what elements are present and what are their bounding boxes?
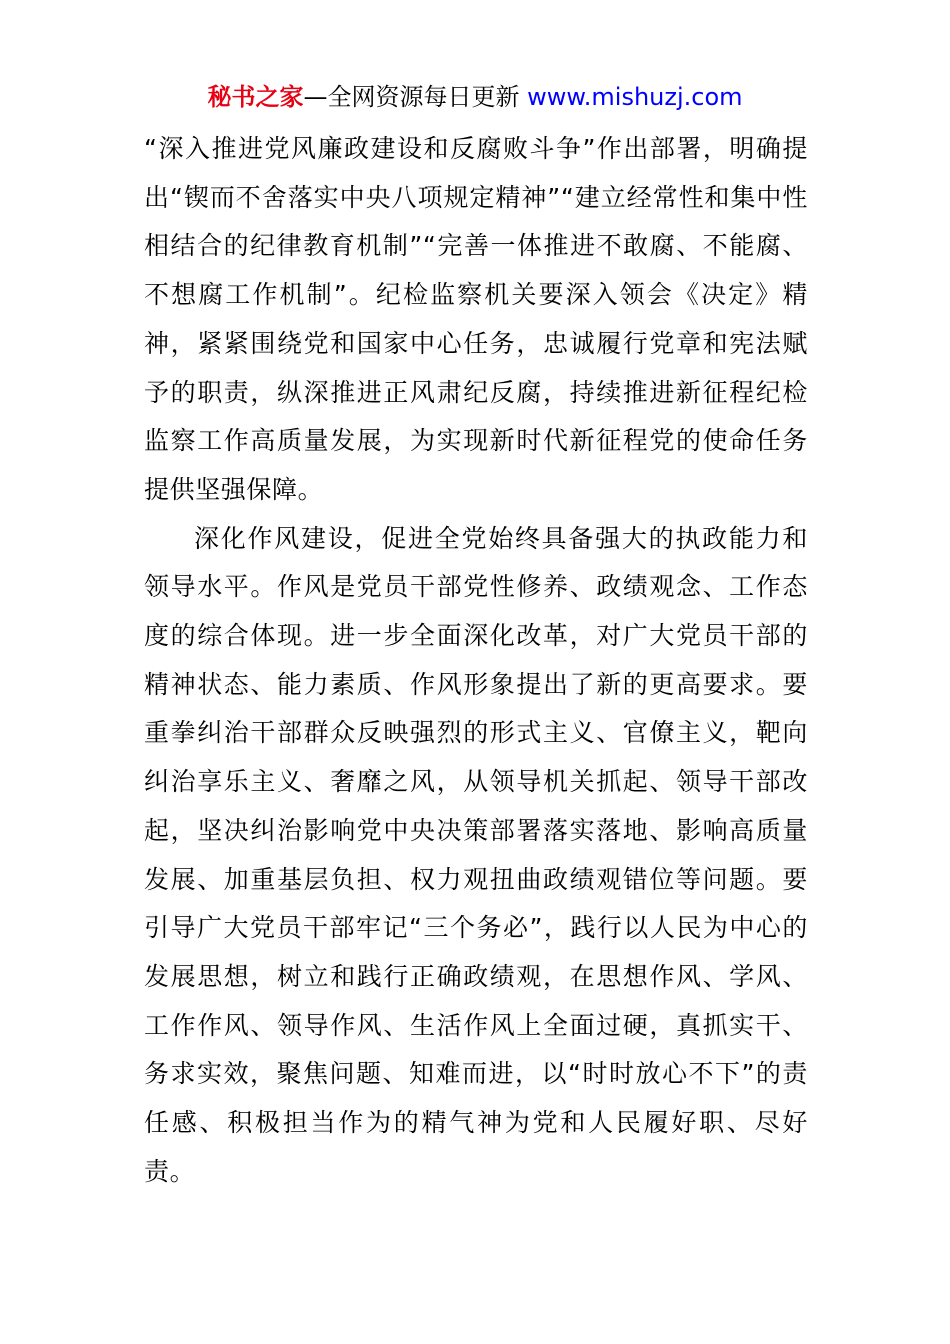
document-body (144, 125, 808, 1196)
header-url-link[interactable]: www.mishuzj.com (527, 83, 743, 111)
page-header (0, 80, 950, 114)
paragraph-2: 深化作风建设，促进全党始终具备强大的执政能力和领导水平。作风是党员干部党性修养、政绩观念、工作态度的综合体现。进一步全面深化改革，对广大党员干部的精神状态、能力素质、作风形象提出了新的更高要求。要重拳纠治干部群众反映强烈的形式主义、官僚主义，靶向纠治享乐主义、奢靡之风，从领导机关抓起、领导干部改起，坚决纠治影响党中央决策部署落实落地、影响高质量发展、加重基层负担、权力观扭曲政绩观错位等问题。要引导广大党员干部牢记“三个务必”，践行以人民为中心的发展思想，树立和践行正确政绩观，在思想作风、学风、工作作风、领导作风、生活作风上全面过硬，真抓实干、务求实效，聚焦问题、知难而进，以“时时放心不下”的责任感、积极担当作为的精气神为党和人民履好职、尽好责。 (144, 523, 808, 1186)
brand-name: 秘书之家 (207, 83, 304, 111)
header-tagline: —全网资源每日更新 (303, 83, 528, 111)
paragraph-1: “深入推进党风廉政建设和反腐败斗争”作出部署，明确提出“锲而不舍落实中央八项规定精神”“建立经常性和集中性相结合的纪律教育机制”“完善一体推进不敢腐、不能腐、不想腐工作机制”。纪检监察机关要深入领会《决定》精神，紧紧围绕党和国家中心任务，忠诚履行党章和宪法赋予的职责，纵深推进正风肃纪反腐，持续推进新征程纪检监察工作高质量发展，为实现新时代新征程党的使命任务提供坚强保障。 (144, 134, 808, 504)
